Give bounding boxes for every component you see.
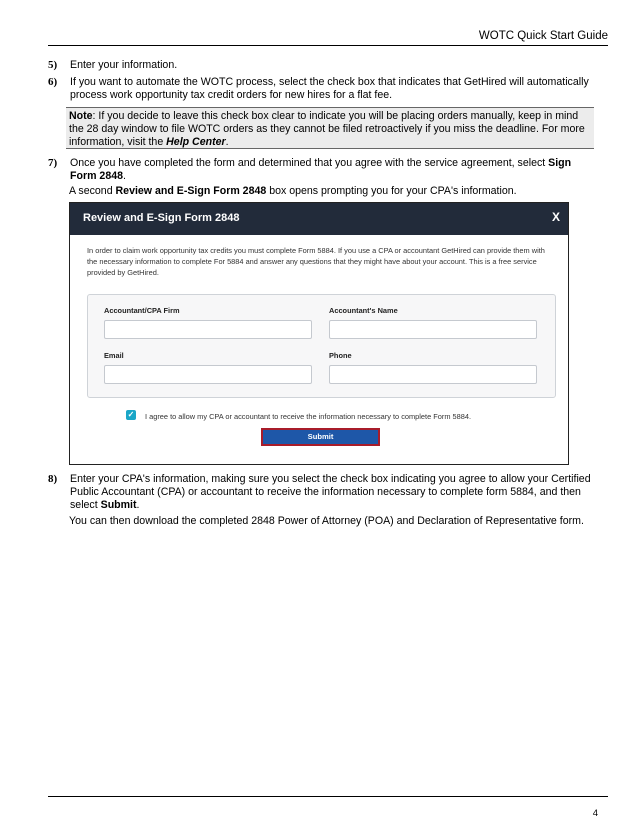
step-text: Enter your information. — [70, 59, 178, 71]
dialog-title: Review and E-Sign Form 2848 — [83, 212, 240, 224]
name-label: Accountant's Name — [329, 306, 398, 315]
header-rule — [48, 45, 608, 46]
note-label: Note — [69, 110, 93, 122]
note-end: . — [225, 136, 229, 148]
submit-label: Submit — [100, 499, 137, 511]
name-input[interactable] — [329, 320, 537, 339]
email-input[interactable] — [104, 365, 312, 384]
page-number: 4 — [592, 808, 598, 819]
step-6 — [48, 76, 600, 102]
step-8-text: Enter your CPA's information, making sure you select the check box indicating you agree to allow your Certified Public Accountant (CPA) or accountant to receive the information necessary to complete form 5884, and then select — [70, 473, 591, 511]
note-text: : If you decide to leave this check box clear to indicate you will be placing orders manually, keep in mind the 28 day window to file WOTC orders as they cannot be filed retroactively if you miss the deadline. For more information, visit the — [69, 110, 585, 148]
step-text — [70, 157, 600, 183]
footer-rule — [48, 796, 608, 797]
dialog-intro: In order to claim work opportunity tax credits you must complete Form 5884. If you use a CPA or accountant GetHired can provide them with the necessary information to complete For 5884 and answer any questions that they might have about your account. This is a free service provided by GetHired. — [87, 246, 545, 277]
step-7 — [48, 157, 600, 183]
step-text — [70, 473, 600, 512]
note-box — [66, 107, 594, 149]
followup-bold: Review and E-Sign Form 2848 — [115, 185, 267, 197]
step-8-end: . — [136, 499, 140, 511]
step-text: If you want to automate the WOTC process, select the check box that indicates that GetHired will automatically process work opportunity tax credit orders for new hires for a flat fee. — [70, 76, 589, 101]
cpa-form — [87, 294, 556, 398]
page-header-title: WOTC Quick Start Guide — [478, 30, 608, 42]
step-number: 8) — [48, 473, 58, 485]
step-number: 7) — [48, 157, 58, 169]
sign-form-label: Sign Form 2848 — [70, 157, 572, 182]
followup-post: box opens prompting you for your CPA's information. — [266, 185, 517, 197]
email-label: Email — [104, 351, 124, 360]
followup-pre: A second — [69, 185, 116, 197]
step-8-followup: You can then download the completed 2848 Power of Attorney (POA) and Declaration of Representative form. — [69, 515, 584, 527]
phone-label: Phone — [329, 351, 352, 360]
help-center-link[interactable]: Help Center — [166, 136, 226, 148]
agree-label: I agree to allow my CPA or accountant to receive the information necessary to complete Form 5884. — [145, 412, 472, 421]
phone-input[interactable] — [329, 365, 537, 384]
step-number: 6) — [48, 76, 58, 88]
step-5 — [48, 59, 600, 72]
review-esign-dialog — [69, 202, 569, 465]
step-7-followup — [69, 185, 599, 198]
dialog-header — [70, 203, 568, 235]
step-7-text: Once you have completed the form and determined that you agree with the service agreement, select — [70, 157, 549, 169]
step-7-end: . — [123, 170, 126, 182]
firm-label: Accountant/CPA Firm — [104, 306, 180, 315]
firm-input[interactable] — [104, 320, 312, 339]
submit-button[interactable]: Submit — [261, 428, 380, 446]
step-8 — [48, 473, 600, 512]
close-icon[interactable]: X — [551, 210, 560, 224]
step-number: 5) — [48, 59, 58, 71]
agree-checkbox[interactable]: ✓ — [127, 410, 135, 419]
